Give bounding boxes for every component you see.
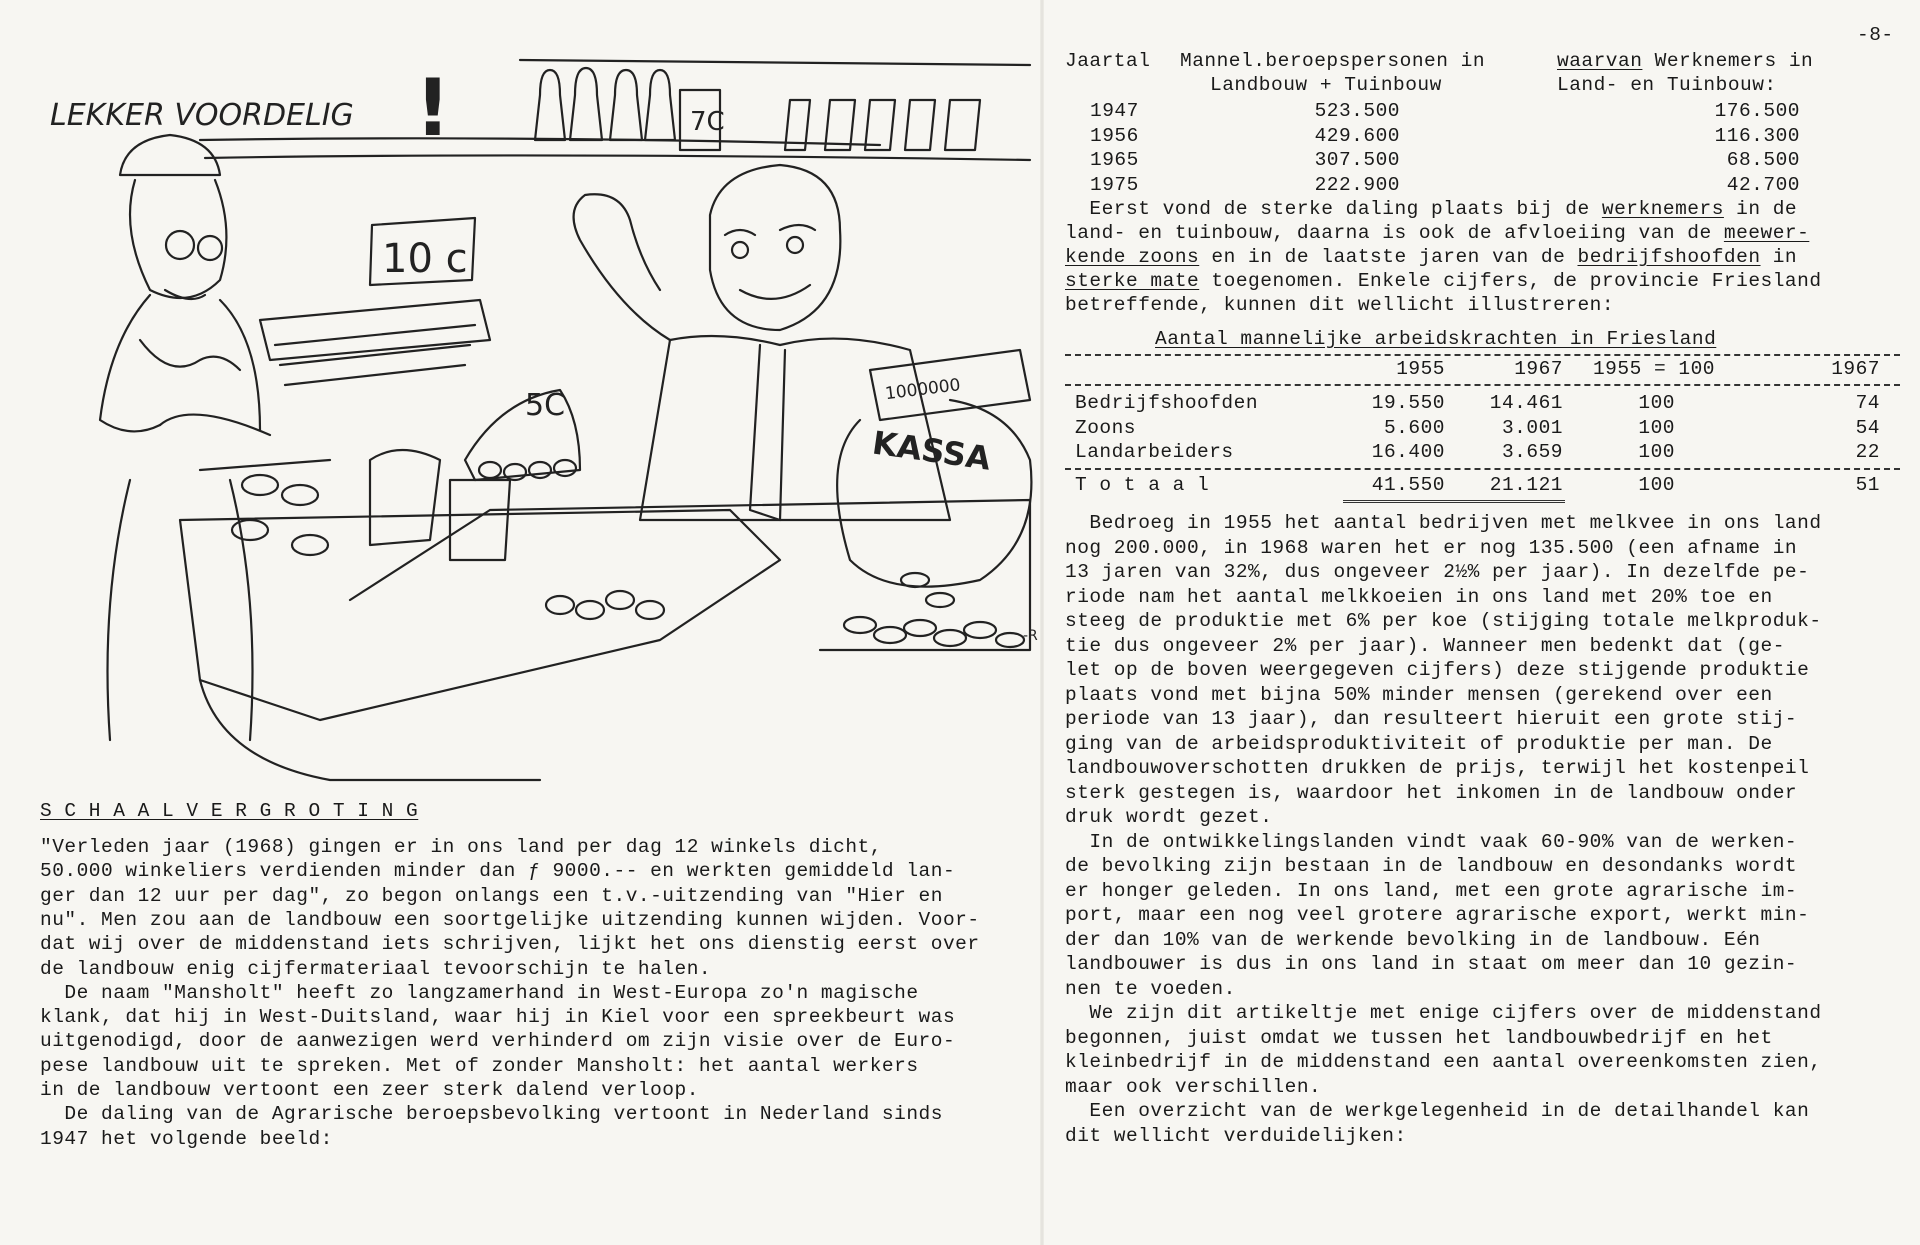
table1-total: 222.900: [1314, 173, 1400, 196]
table2-cell-d: 74: [1855, 392, 1880, 414]
table2-cell-c: 100: [1638, 441, 1675, 463]
table1-total: 523.500: [1314, 100, 1400, 122]
right-text-line: riode nam het aantal melkkoeien in ons land met 20% toe en: [1065, 585, 1773, 608]
right-text-line: Bedroeg in 1955 het aantal bedrijven met melkvee in ons land: [1065, 512, 1822, 534]
left-text-line: nu". Men zou aan de landbouw een soortgelijke uitzending kunnen wijden. Voor-: [40, 908, 980, 931]
right-text-line: ging van de arbeidsproduktiviteit of produktie per man. De: [1065, 732, 1773, 755]
table2-cell-a: 5.600: [1383, 416, 1445, 439]
table2-cell-a: 16.400: [1371, 441, 1445, 463]
table2-cell-b: 14.461: [1489, 392, 1563, 414]
table1-col-year: Jaartal: [1065, 50, 1151, 72]
left-text-line: De naam "Mansholt" heeft zo langzamerhand in West-Europa zo'n magische: [40, 981, 919, 1004]
table1-werknemers: 176.500: [1714, 100, 1800, 122]
left-text-line: pese landbouw uit te spreken. Met of zonder Mansholt: het aantal werkers: [40, 1054, 919, 1077]
table1-col-werknemers: waarvan Werknemers in: [1557, 50, 1814, 72]
table1-total: 429.600: [1314, 124, 1400, 147]
right-text-line: er honger geleden. In ons land, met een grote agrarische im-: [1065, 879, 1798, 902]
left-text-line: dat wij over de middenstand iets schrijven, lijkt het ons dienstig eerst over: [40, 933, 980, 956]
right-text-line: port, maar een nog veel grotere agrarische export, werkt min-: [1065, 904, 1810, 926]
left-text-line: uitgenodigd, door de aanwezigen werd verhinderd om zijn visie over de Euro-: [40, 1030, 956, 1053]
price-tag-shelf: 7C: [690, 107, 725, 137]
table2-cell-a: 19.550: [1371, 392, 1445, 414]
right-text-line: begonnen, juist omdat we tussen het landbouwbedrijf en het: [1065, 1026, 1773, 1049]
right-text-line: sterk gestegen is, waardoor het inkomen in de landbouw onder: [1065, 781, 1798, 804]
left-text-line: De daling van de Agrarische beroepsbevolking vertoont in Nederland sinds: [40, 1103, 943, 1126]
table2-total-label: T o t a a l: [1075, 474, 1210, 496]
left-text-line: 50.000 winkeliers verdienden minder dan ƒ 9000.-- en werkten gemiddeld lan-: [40, 860, 956, 883]
table2-cell-d: 22: [1855, 441, 1880, 463]
right-text-line: let op de boven weergegeven cijfers) deze stijgende produktie: [1065, 659, 1810, 681]
right-text-line: tie dus ongeveer 2% per jaar). Wanneer men bedenkt dat (ge-: [1065, 634, 1785, 657]
cartoon-illustration: [20, 40, 1050, 785]
table1-year: 1947: [1090, 100, 1139, 122]
table2-cell-label: Landarbeiders: [1075, 441, 1234, 463]
table1-werknemers: 68.500: [1726, 149, 1800, 171]
right-text-line: druk wordt gezet.: [1065, 806, 1273, 828]
price-tag-bag: 5C: [525, 388, 566, 423]
right-text-line: nen te voeden.: [1065, 977, 1236, 1000]
table2-cell-b: 3.659: [1501, 441, 1563, 463]
right-page: -8- Jaartal Mannel.beroepspersonen in Landbouw + Tuinbouw waarvan Werknemers in Land- en Tuinbouw: 1947 523.500 176.500 1956 429.600 116.300 1965 307.500 68.500 1975 222.900 42.700 Eerst vond de sterke daling plaats bij de werknemers in de land- en tuinbouw, daarna is ook de afvloeiing van de meewer- kende zoons en in de laatste jaren van de bedrijfshoofden in sterke mate toegenomen. Enkele cijfers, de provincie Friesland betreffende, kunnen dit wellicht illustreren: Aantal mannelijke arbeidskrachten in Friesland 1955 1967 1955 = 100 1967 Bedrijfshoofden 19.550 14.461 100 74 Zoons 5.600 3.001 100 54 Landarbeiders 16.400 3.659 100 22 T o t a a l 41.550 21.121 100 51 Bedroeg in 1955 het aantal bedrijven met melkvee in ons land nog 200.000, in 1968 waren het er nog 135.500 (een afname in 13 jaren van 32%, dus ongeveer 2½% per jaar). In dezelfde pe- riode nam het aantal melkkoeien in ons land met 20% toe en steeg de produktie met 6% per koe (stijging totale melkproduk- tie dus ongeveer 2% per jaar). Wanneer men bedenkt dat (ge- let op de boven weergegeven cijfers) deze stijgende produktie plaats vond met bijna 50% minder mensen (gerekend over een periode van 13 jaar), dan resulteert hieruit een grote stij- ging van de arbeidsproduktiviteit of produktie per man. De landbouwoverschotten drukken de prijs, terwijl het kostenpeil sterk gestegen is, waardoor het inkomen in de landbouw onder druk wordt gezet. In de ontwikkelingslanden vindt vaak 60-90% van de werken- de bevolking zijn bestaan in de landbouw en desondanks wordt er honger geleden. In ons land, met een grote agrarische im- port, maar een nog veel grotere agrarische export, werkt min- der dan 10% van de werkende bevolking in de landbouw. Eén landbouwer is dus in ons land in staat om meer dan 10 gezin- nen te voeden. We zijn dit artikeltje met enige cijfers over de middenstand begonnen, juist omdat we tussen het landbouwbedrijf en het kleinbedrijf in de middenstand een aantal overeenkomsten zien, maar ook verschillen. Een overzicht van de werkgelegenheid in de detailhandel kan dit wellicht verduidelijken:: [1045, 0, 1920, 1245]
left-text-line: 1947 het volgende beeld:: [40, 1127, 333, 1150]
right-text-line: landbouwoverschotten drukken de prijs, terwijl het kostenpeil: [1065, 757, 1810, 779]
left-text-line: in de landbouw vertoont een zeer sterk dalend verloop.: [40, 1079, 699, 1101]
right-text-line: dit wellicht verduidelijken:: [1065, 1124, 1407, 1147]
left-text-line: de landbouw enig cijfermateriaal tevoorschijn te halen.: [40, 957, 712, 980]
artist-signature: -R: [1023, 628, 1038, 644]
right-text-line: In de ontwikkelingslanden vindt vaak 60-90% van de werken-: [1065, 830, 1798, 853]
table1-year: 1975: [1090, 173, 1139, 196]
table2-cell-label: Zoons: [1075, 416, 1137, 439]
table2-cell-d: 54: [1855, 416, 1880, 439]
right-text-line: der dan 10% van de werkende bevolking in de landbouw. Eén: [1065, 928, 1761, 951]
right-text-line: 13 jaren van 32%, dus ongeveer 2½% per jaar). In dezelfde pe-: [1065, 561, 1810, 583]
price-tag-big: 10 c: [382, 236, 468, 282]
table1-werknemers: 116.300: [1714, 124, 1800, 147]
right-text-line: periode van 13 jaar), dan resulteert hieruit een grote stij-: [1065, 708, 1798, 730]
table1-total: 307.500: [1314, 149, 1400, 171]
right-text-line: plaats vond met bijna 50% minder mensen (gerekend over een: [1065, 683, 1773, 706]
right-text-line: Een overzicht van de werkgelegenheid in de detailhandel kan: [1065, 1100, 1810, 1122]
right-text-line: We zijn dit artikeltje met enige cijfers over de middenstand: [1065, 1002, 1822, 1024]
register-counter: 1000000: [884, 375, 962, 405]
left-text-line: klank, dat hij in West-Duitsland, waar hij in Kiel voor een spreekbeurt was: [40, 1006, 956, 1029]
table1-col-total-sub: Landbouw + Tuinbouw: [1210, 74, 1442, 96]
right-text-line: steeg de produktie met 6% per koe (stijging totale melkproduk-: [1065, 610, 1822, 632]
section-heading: S C H A A L V E R G R O T I N G: [40, 800, 419, 822]
table1-col-total: Mannel.beroepspersonen in: [1180, 50, 1486, 72]
table1-year: 1965: [1090, 149, 1139, 171]
table1-col-werknemers-sub: Land- en Tuinbouw:: [1557, 74, 1777, 96]
table1-year: 1956: [1090, 124, 1139, 147]
left-text-line: "Verleden jaar (1968) gingen er in ons land per dag 12 winkels dicht,: [40, 836, 882, 858]
right-text-line: nog 200.000, in 1968 waren het er nog 135.500 (een afname in: [1065, 536, 1798, 559]
right-text-line: maar ook verschillen.: [1065, 1075, 1322, 1098]
right-text-line: landbouwer is dus in ons land in staat om meer dan 10 gezin-: [1065, 953, 1798, 975]
cartoon-caption: LEKKER VOORDELIG: [50, 98, 354, 133]
right-text-line: kleinbedrijf in de middenstand een aantal overeenkomsten zien,: [1065, 1051, 1822, 1073]
table2-cell-c: 100: [1638, 416, 1675, 439]
left-text-line: ger dan 12 uur per dag", zo begon onlangs een t.v.-uitzending van "Hier en: [40, 884, 943, 907]
page-number: -8-: [1857, 24, 1894, 46]
right-text-line: de bevolking zijn bestaan in de landbouw en desondanks wordt: [1065, 855, 1798, 877]
cartoon-exclamation: !: [415, 64, 451, 154]
register-label: KASSA: [869, 423, 994, 478]
table2-title: Aantal mannelijke arbeidskrachten in Friesland: [1155, 328, 1717, 350]
table2-cell-label: Bedrijfshoofden: [1075, 392, 1259, 414]
table2-cell-c: 100: [1638, 392, 1675, 414]
table2-cell-b: 3.001: [1501, 416, 1563, 439]
table1-werknemers: 42.700: [1726, 173, 1800, 196]
